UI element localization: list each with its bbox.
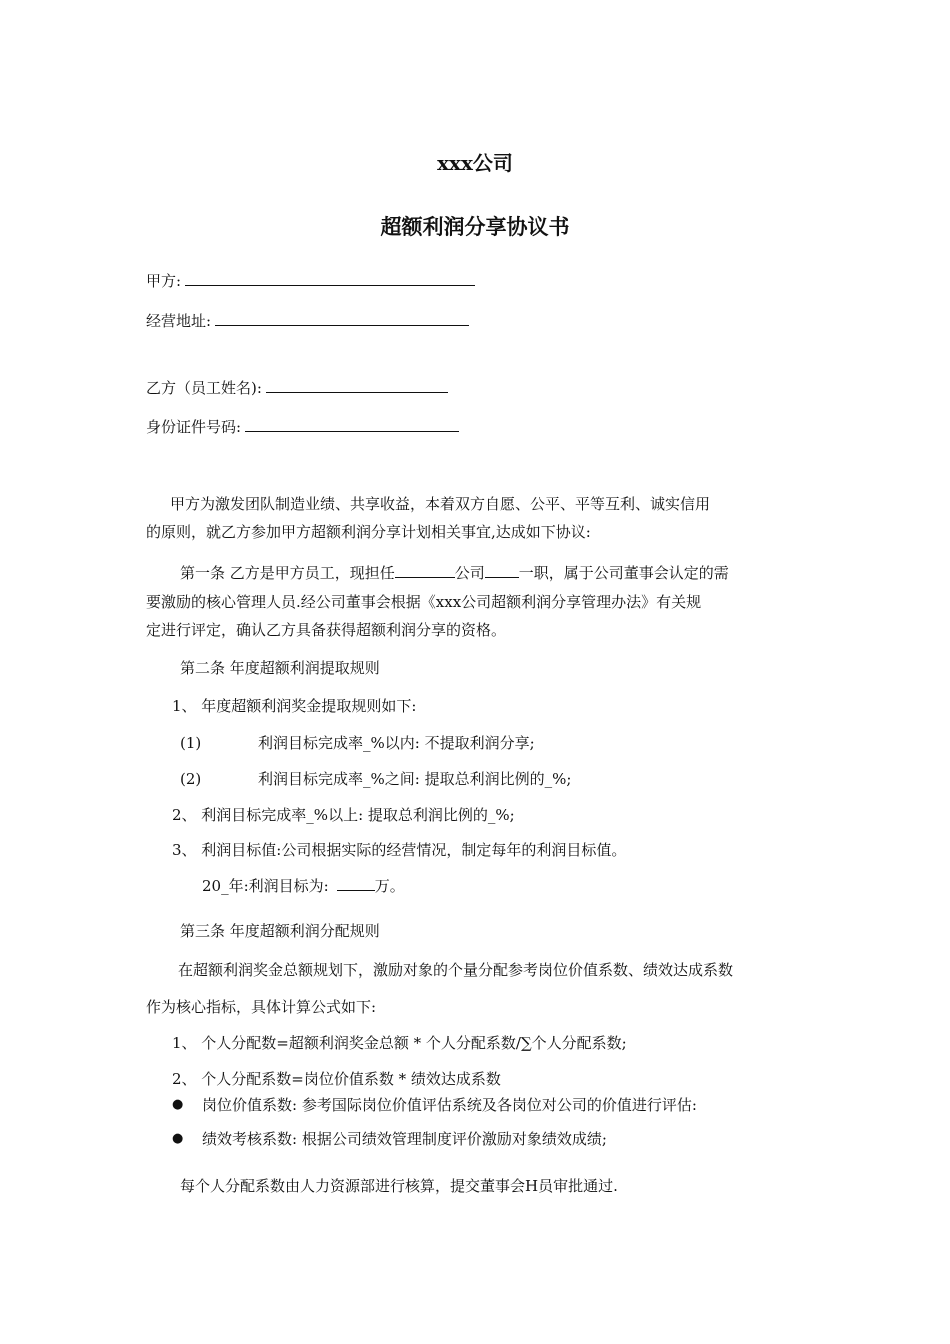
- party-a-field: [146, 270, 475, 291]
- article2-sub-2-number: (2): [180, 770, 202, 788]
- id-number-label: 身份证件号码:: [146, 418, 242, 436]
- id-number-field: [146, 416, 459, 437]
- article1-part-2: 公司: [454, 564, 485, 582]
- party-a-label: 甲方:: [146, 272, 182, 290]
- article1-line-2: 要激励的核心管理人员.经公司董事会根据《xxx公司超额利润分享管理办法》有关规: [146, 593, 702, 611]
- bullet-dot-1: ●: [172, 1097, 184, 1112]
- profit-target-label: 20_年:利润目标为:: [202, 877, 329, 895]
- id-number-blank: [245, 416, 459, 432]
- profit-target-unit: 万。: [374, 877, 405, 895]
- department-blank: [485, 563, 519, 578]
- party-b-blank: [266, 377, 448, 393]
- profit-target-blank: [337, 876, 375, 891]
- article3-closing: 每个人分配系数由人力资源部进行核算，提交董事会H员审批通过.: [180, 1177, 618, 1195]
- intro-line-1: 甲方为激发团队制造业绩、共享收益，本着双方自愿、公平、平等互利、诚实信用: [170, 495, 711, 513]
- party-b-field: [146, 377, 448, 398]
- position-blank: [395, 563, 455, 578]
- profit-target-line: [202, 876, 405, 896]
- bullet-dot-2: ●: [172, 1131, 184, 1146]
- address-field: [146, 310, 469, 331]
- party-b-label: 乙方（员工姓名):: [146, 379, 262, 397]
- article1-line-3: 定进行评定，确认乙方具备获得超额利润分享的资格。: [146, 621, 507, 639]
- article2-item-2: 2、 利润目标完成率_%以上: 提取总利润比例的_%;: [172, 806, 515, 824]
- article3-formula-2: 2、 个人分配系数=岗位价值系数 * 绩效达成系数: [172, 1070, 501, 1088]
- agreement-title: 超额利润分享协议书: [380, 214, 570, 239]
- article2-sub-2-text: 利润目标完成率_%之间: 提取总利润比例的_%;: [258, 770, 572, 788]
- company-name: xxx公司: [437, 151, 513, 175]
- article1-line-1: [180, 563, 729, 583]
- article2-sub-1-number: (1): [180, 734, 202, 752]
- article3-para-line-2: 作为核心指标，具体计算公式如下:: [146, 998, 377, 1016]
- article3-bullet-2: 绩效考核系数: 根据公司绩效管理制度评价激励对象绩效成绩;: [202, 1130, 607, 1148]
- article3-bullet-1: 岗位价值系数: 参考国际岗位价值评估系统及各岗位对公司的价值进行评估:: [202, 1096, 697, 1114]
- article1-part-1: 第一条 乙方是甲方员工，现担任: [180, 564, 395, 582]
- article2-sub-1-text: 利润目标完成率_%以内: 不提取利润分享;: [258, 734, 535, 752]
- address-blank: [215, 310, 469, 326]
- intro-line-2: 的原则，就乙方参加甲方超额利润分享计划相关事宜,达成如下协议:: [146, 523, 591, 541]
- article2-heading: 第二条 年度超额利润提取规则: [180, 659, 380, 677]
- article2-item-1: 1、 年度超额利润奖金提取规则如下:: [172, 697, 417, 715]
- article3-formula-1: 1、 个人分配数=超额利润奖金总额 * 个人分配系数/∑个人分配系数;: [172, 1034, 627, 1052]
- article3-para-line-1: 在超额利润奖金总额规划下，激励对象的个量分配参考岗位价值系数、绩效达成系数: [178, 961, 734, 979]
- article2-item-3: 3、 利润目标值:公司根据实际的经营情况，制定每年的利润目标值。: [172, 841, 627, 859]
- article1-part-3: 一职，属于公司董事会认定的需: [518, 564, 729, 582]
- address-label: 经营地址:: [146, 312, 212, 330]
- party-a-blank: [185, 270, 475, 286]
- article3-heading: 第三条 年度超额利润分配规则: [180, 922, 380, 940]
